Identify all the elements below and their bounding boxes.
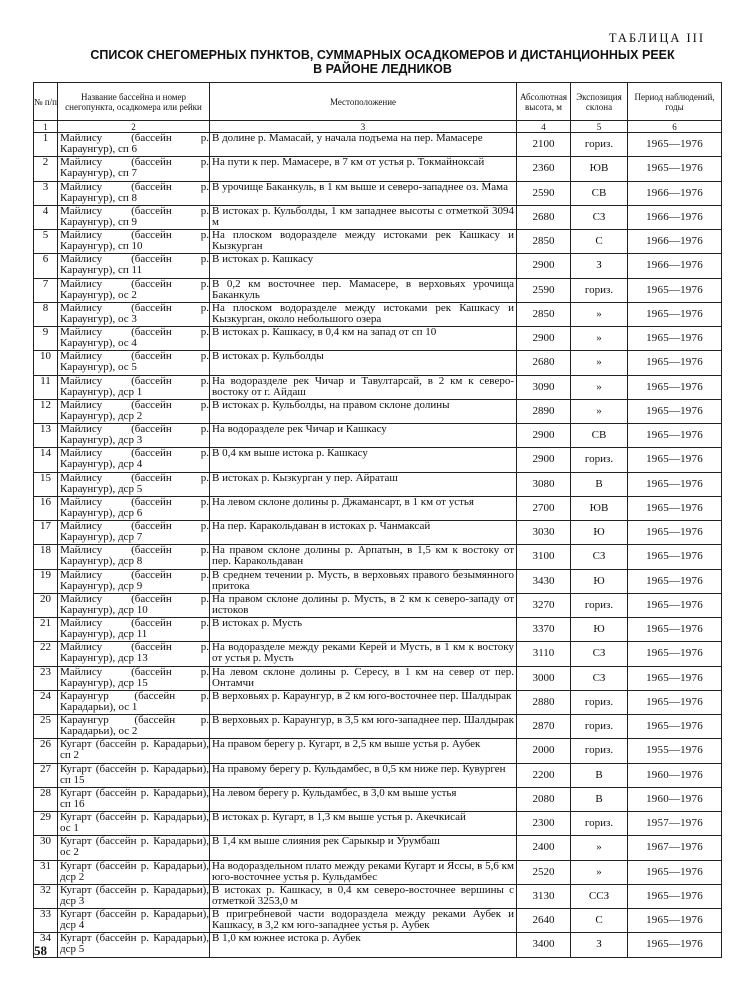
period: 1965—1976 [628,593,722,617]
period: 1965—1976 [628,884,722,908]
exposure: СЗ [571,545,628,569]
exposure: » [571,399,628,423]
station-name: Майлису (бассейн р. Караунгур), ос 3 [58,302,210,326]
location: В 1,0 км южнее истока р. Аубек [210,933,517,957]
location: На водоразделе рек Чичар и Кашкасу [210,424,517,448]
station-name: Кугарт (бассейн р. Карадарьи), сп 2 [58,739,210,763]
row-number: 7 [34,278,58,302]
station-name: Майлису (бассейн р. Караунгур), дср 2 [58,399,210,423]
station-name: Караунгур (бассейн р. Карадарьи), ос 1 [58,690,210,714]
location: На пути к пер. Мамасере, в 7 км от устья р. Токмайноксай [210,157,517,181]
exposure: СЗ [571,205,628,229]
exposure: гориз. [571,715,628,739]
table-row [34,205,722,229]
location: На водоразделе рек Чичар и Тавултарсай, в 2 км к северо-востоку от г. Айдаш [210,375,517,399]
table-row [34,787,722,811]
altitude: 2640 [517,909,571,933]
row-number: 28 [34,787,58,811]
col-number-4: 4 [517,121,571,133]
table-row [34,230,722,254]
altitude: 3030 [517,521,571,545]
period: 1957—1976 [628,812,722,836]
station-name: Майлису (бассейн р. Караунгур), дср 3 [58,424,210,448]
table-row [34,424,722,448]
period: 1965—1976 [628,666,722,690]
location: В 0,4 км выше истока р. Кашкасу [210,448,517,472]
exposure: гориз. [571,812,628,836]
col-header-exposure: Экспозиция склона [571,83,628,121]
location: На плоском водоразделе между истоками рек Кашкасу и Кызкурган [210,230,517,254]
col-number-1: 1 [34,121,58,133]
table-row [34,448,722,472]
location: На водоразделе между реками Керей и Мусть, в 1 км к востоку от устья р. Мусть [210,642,517,666]
table-row [34,593,722,617]
station-name: Кугарт (бассейн р. Карадарьи), дср 3 [58,884,210,908]
table-row [34,302,722,326]
altitude: 3370 [517,618,571,642]
page-number: 58 [34,943,47,958]
table-row [34,836,722,860]
period: 1965—1976 [628,278,722,302]
exposure: » [571,327,628,351]
period: 1966—1976 [628,181,722,205]
altitude: 2880 [517,690,571,714]
station-name: Майлису (бассейн р. Караунгур), дср 9 [58,569,210,593]
period: 1960—1976 [628,787,722,811]
period: 1965—1976 [628,909,722,933]
title-line-2: В РАЙОНЕ ЛЕДНИКОВ [313,62,452,76]
table-body [34,133,722,958]
station-name: Майлису (бассейн р. Караунгур), дср 5 [58,472,210,496]
exposure: гориз. [571,278,628,302]
altitude: 2360 [517,157,571,181]
station-name: Кугарт (бассейн р. Карадарьи), дср 2 [58,860,210,884]
station-name: Майлису (бассейн р. Караунгур), дср 6 [58,496,210,520]
period: 1965—1976 [628,933,722,957]
table-row [34,812,722,836]
station-name: Майлису (бассейн р. Караунгур), дср 13 [58,642,210,666]
period: 1965—1976 [628,302,722,326]
altitude: 2200 [517,763,571,787]
row-number: 23 [34,666,58,690]
table-row [34,909,722,933]
altitude: 2590 [517,181,571,205]
table-row [34,278,722,302]
row-number: 32 [34,884,58,908]
table-row [34,763,722,787]
station-name: Караунгур (бассейн р. Карадарьи), ос 2 [58,715,210,739]
exposure: З [571,933,628,957]
exposure: В [571,787,628,811]
period: 1965—1976 [628,375,722,399]
station-name: Майлису (бассейн р. Караунгур), дср 11 [58,618,210,642]
row-number: 13 [34,424,58,448]
altitude: 3270 [517,593,571,617]
location: На правом склоне долины р. Арпатын, в 1,5 км к востоку от пер. Каракольдаван [210,545,517,569]
period: 1965—1976 [628,399,722,423]
row-number: 19 [34,569,58,593]
altitude: 3080 [517,472,571,496]
location: В пригребневой части водораздела между реками Аубек и Кашкасу, в 3,2 км юго-западнее устья р. Аубек [210,909,517,933]
row-number: 3 [34,181,58,205]
table-row [34,860,722,884]
table-row [34,133,722,157]
row-number: 22 [34,642,58,666]
exposure: Ю [571,618,628,642]
col-number-2: 2 [58,121,210,133]
altitude: 3130 [517,884,571,908]
altitude: 2850 [517,302,571,326]
exposure: С [571,230,628,254]
period: 1965—1976 [628,860,722,884]
location: В истоках р. Кульболды, 1 км западнее высоты с отметкой 3094 м [210,205,517,229]
exposure: Ю [571,569,628,593]
col-number-6: 6 [628,121,722,133]
table-row [34,618,722,642]
row-number: 27 [34,763,58,787]
altitude: 2680 [517,205,571,229]
location: В истоках р. Кульболды, на правом склоне долины [210,399,517,423]
location: В истоках р. Кашкасу [210,254,517,278]
exposure: СВ [571,181,628,205]
row-number: 33 [34,909,58,933]
location: На правом склоне долины р. Мусть, в 2 км к северо-западу от истоков [210,593,517,617]
station-name: Кугарт (бассейн р. Карадарьи), ос 1 [58,812,210,836]
station-name: Кугарт (бассейн р. Карадарьи), ос 2 [58,836,210,860]
location: В истоках р. Кугарт, в 1,3 км выше устья р. Акечкисай [210,812,517,836]
location: На пер. Каракольдаван в истоках р. Чанмаксай [210,521,517,545]
station-name: Майлису (бассейн р. Караунгур), ос 4 [58,327,210,351]
exposure: ЮВ [571,157,628,181]
altitude: 2890 [517,399,571,423]
period: 1965—1976 [628,715,722,739]
altitude: 3400 [517,933,571,957]
station-name: Майлису (бассейн р. Караунгур), дср 8 [58,545,210,569]
altitude: 3000 [517,666,571,690]
altitude: 2850 [517,230,571,254]
period: 1965—1976 [628,545,722,569]
table-row [34,375,722,399]
period: 1955—1976 [628,739,722,763]
location: В 0,2 км восточнее пер. Мамасере, в верховьях урочища Баканкуль [210,278,517,302]
table-row [34,254,722,278]
location: В истоках р. Кашкасу, в 0,4 км северо-восточнее вершины с отметкой 3253,0 м [210,884,517,908]
altitude: 2680 [517,351,571,375]
table-title [45,48,720,76]
table-row [34,351,722,375]
location: В долине р. Мамасай, у начала подъема на пер. Мамасере [210,133,517,157]
row-number: 20 [34,593,58,617]
altitude: 2900 [517,424,571,448]
exposure: гориз. [571,739,628,763]
table-row [34,739,722,763]
station-name: Майлису (бассейн р. Караунгур), сп 7 [58,157,210,181]
row-number: 4 [34,205,58,229]
row-number: 34 [34,933,58,957]
location: В верховьях р. Караунгур, в 3,5 км юго-западнее пер. Шалдырак [210,715,517,739]
station-name: Майлису (бассейн р. Караунгур), дср 10 [58,593,210,617]
station-name: Майлису (бассейн р. Караунгур), дср 15 [58,666,210,690]
row-number: 1 [34,133,58,157]
table-row [34,521,722,545]
altitude: 2000 [517,739,571,763]
row-number: 15 [34,472,58,496]
location: В истоках р. Мусть [210,618,517,642]
period: 1965—1976 [628,496,722,520]
row-number: 2 [34,157,58,181]
altitude: 2700 [517,496,571,520]
table-row [34,327,722,351]
table-row [34,545,722,569]
altitude: 2900 [517,254,571,278]
altitude: 2590 [517,278,571,302]
row-number: 9 [34,327,58,351]
exposure: СЗ [571,642,628,666]
stations-table [33,82,722,958]
title-line-1: СПИСОК СНЕГОМЕРНЫХ ПУНКТОВ, СУММАРНЫХ ОСАДКОМЕРОВ И ДИСТАНЦИОННЫХ РЕЕК [90,48,675,62]
altitude: 2870 [517,715,571,739]
period: 1965—1976 [628,157,722,181]
station-name: Майлису (бассейн р. Караунгур), сп 8 [58,181,210,205]
altitude: 2080 [517,787,571,811]
row-number: 31 [34,860,58,884]
exposure: СЗ [571,666,628,690]
station-name: Майлису (бассейн р. Караунгур), дср 1 [58,375,210,399]
row-number: 16 [34,496,58,520]
altitude: 3090 [517,375,571,399]
station-name: Кугарт (бассейн р. Карадарьи), дср 4 [58,909,210,933]
row-number: 25 [34,715,58,739]
table-row [34,472,722,496]
station-name: Майлису (бассейн р. Караунгур), дср 4 [58,448,210,472]
period: 1965—1976 [628,521,722,545]
location: В среднем течении р. Мусть, в верховьях правого безымянного притока [210,569,517,593]
location: В истоках р. Кызкурган у пер. Айраташ [210,472,517,496]
table-row [34,690,722,714]
row-number: 17 [34,521,58,545]
row-number: 30 [34,836,58,860]
station-name: Кугарт (бассейн р. Карадарьи), сп 15 [58,763,210,787]
period: 1960—1976 [628,763,722,787]
exposure: » [571,860,628,884]
row-number: 26 [34,739,58,763]
exposure: С [571,909,628,933]
row-number: 5 [34,230,58,254]
col-header-location: Местоположение [210,83,517,121]
row-number: 12 [34,399,58,423]
location: В истоках р. Кульболды [210,351,517,375]
exposure: гориз. [571,593,628,617]
exposure: » [571,351,628,375]
exposure: ЮВ [571,496,628,520]
altitude: 2400 [517,836,571,860]
exposure: В [571,763,628,787]
altitude: 3430 [517,569,571,593]
row-number: 21 [34,618,58,642]
period: 1965—1976 [628,472,722,496]
station-name: Майлису (бассейн р. Караунгур), сп 11 [58,254,210,278]
station-name: Кугарт (бассейн р. Карадарьи), дср 5 [58,933,210,957]
period: 1966—1976 [628,254,722,278]
station-name: Майлису (бассейн р. Караунгур), ос 2 [58,278,210,302]
location: На левом склоне долины р. Сересу, в 1 км на север от пер. Онтамчи [210,666,517,690]
location: На левом берегу р. Кульдамбес, в 3,0 км выше устья [210,787,517,811]
table-row [34,496,722,520]
period: 1967—1976 [628,836,722,860]
period: 1965—1976 [628,642,722,666]
col-number-3: 3 [210,121,517,133]
row-number: 6 [34,254,58,278]
altitude: 3110 [517,642,571,666]
period: 1965—1976 [628,569,722,593]
location: В урочище Баканкуль, в 1 км выше и северо-западнее оз. Мама [210,181,517,205]
location: В истоках р. Кашкасу, в 0,4 км на запад от сп 10 [210,327,517,351]
location: На плоском водоразделе между истоками рек Кашкасу и Кызкурган, около небольшого озера [210,302,517,326]
table-row [34,642,722,666]
altitude: 2900 [517,327,571,351]
table-row [34,569,722,593]
period: 1965—1976 [628,448,722,472]
exposure: СВ [571,424,628,448]
exposure: Ю [571,521,628,545]
col-header-name: Название бассейна и номер снегопункта, осадкомера или рейки [58,83,210,121]
period: 1965—1976 [628,690,722,714]
col-number-5: 5 [571,121,628,133]
exposure: » [571,375,628,399]
altitude: 3100 [517,545,571,569]
location: В 1,4 км выше слияния рек Сарыкыр и Урумбаш [210,836,517,860]
period: 1966—1976 [628,205,722,229]
table-row [34,715,722,739]
table-label: ТАБЛИЦА III [608,31,705,45]
location: На правому берегу р. Кульдамбес, в 0,5 км ниже пер. Кувурген [210,763,517,787]
period: 1965—1976 [628,618,722,642]
row-number: 18 [34,545,58,569]
period: 1965—1976 [628,424,722,448]
period: 1966—1976 [628,230,722,254]
station-name: Майлису (бассейн р. Караунгур), сп 9 [58,205,210,229]
row-number: 11 [34,375,58,399]
location: На правом берегу р. Кугарт, в 2,5 км выше устья р. Аубек [210,739,517,763]
period: 1965—1976 [628,327,722,351]
col-header-altitude: Абсолютная высота, м [517,83,571,121]
table-row [34,884,722,908]
location: На левом склоне долины р. Джамансарт, в 1 км от устья [210,496,517,520]
exposure: гориз. [571,690,628,714]
row-number: 24 [34,690,58,714]
exposure: З [571,254,628,278]
row-number: 10 [34,351,58,375]
exposure: В [571,472,628,496]
altitude: 2100 [517,133,571,157]
row-number: 29 [34,812,58,836]
station-name: Майлису (бассейн р. Караунгур), сп 6 [58,133,210,157]
table-row [34,157,722,181]
location: На водораздельном плато между реками Кугарт и Яссы, в 5,6 км юго-восточнее устья р. Кульдамбес [210,860,517,884]
exposure: ССЗ [571,884,628,908]
exposure: » [571,836,628,860]
station-name: Майлису (бассейн р. Караунгур), дср 7 [58,521,210,545]
col-header-num: № п/п [34,83,58,121]
altitude: 2520 [517,860,571,884]
station-name: Майлису (бассейн р. Караунгур), сп 10 [58,230,210,254]
altitude: 2900 [517,448,571,472]
table-row [34,181,722,205]
table-row [34,399,722,423]
period: 1965—1976 [628,351,722,375]
station-name: Кугарт (бассейн р. Карадарьи), сп 16 [58,787,210,811]
table-row [34,933,722,957]
col-header-period: Период наблюдений, годы [628,83,722,121]
exposure: гориз. [571,448,628,472]
period: 1965—1976 [628,133,722,157]
altitude: 2300 [517,812,571,836]
row-number: 8 [34,302,58,326]
station-name: Майлису (бассейн р. Караунгур), ос 5 [58,351,210,375]
exposure: » [571,302,628,326]
table-row [34,666,722,690]
location: В верховьях р. Караунгур, в 2 км юго-восточнее пер. Шалдырак [210,690,517,714]
row-number: 14 [34,448,58,472]
exposure: гориз. [571,133,628,157]
